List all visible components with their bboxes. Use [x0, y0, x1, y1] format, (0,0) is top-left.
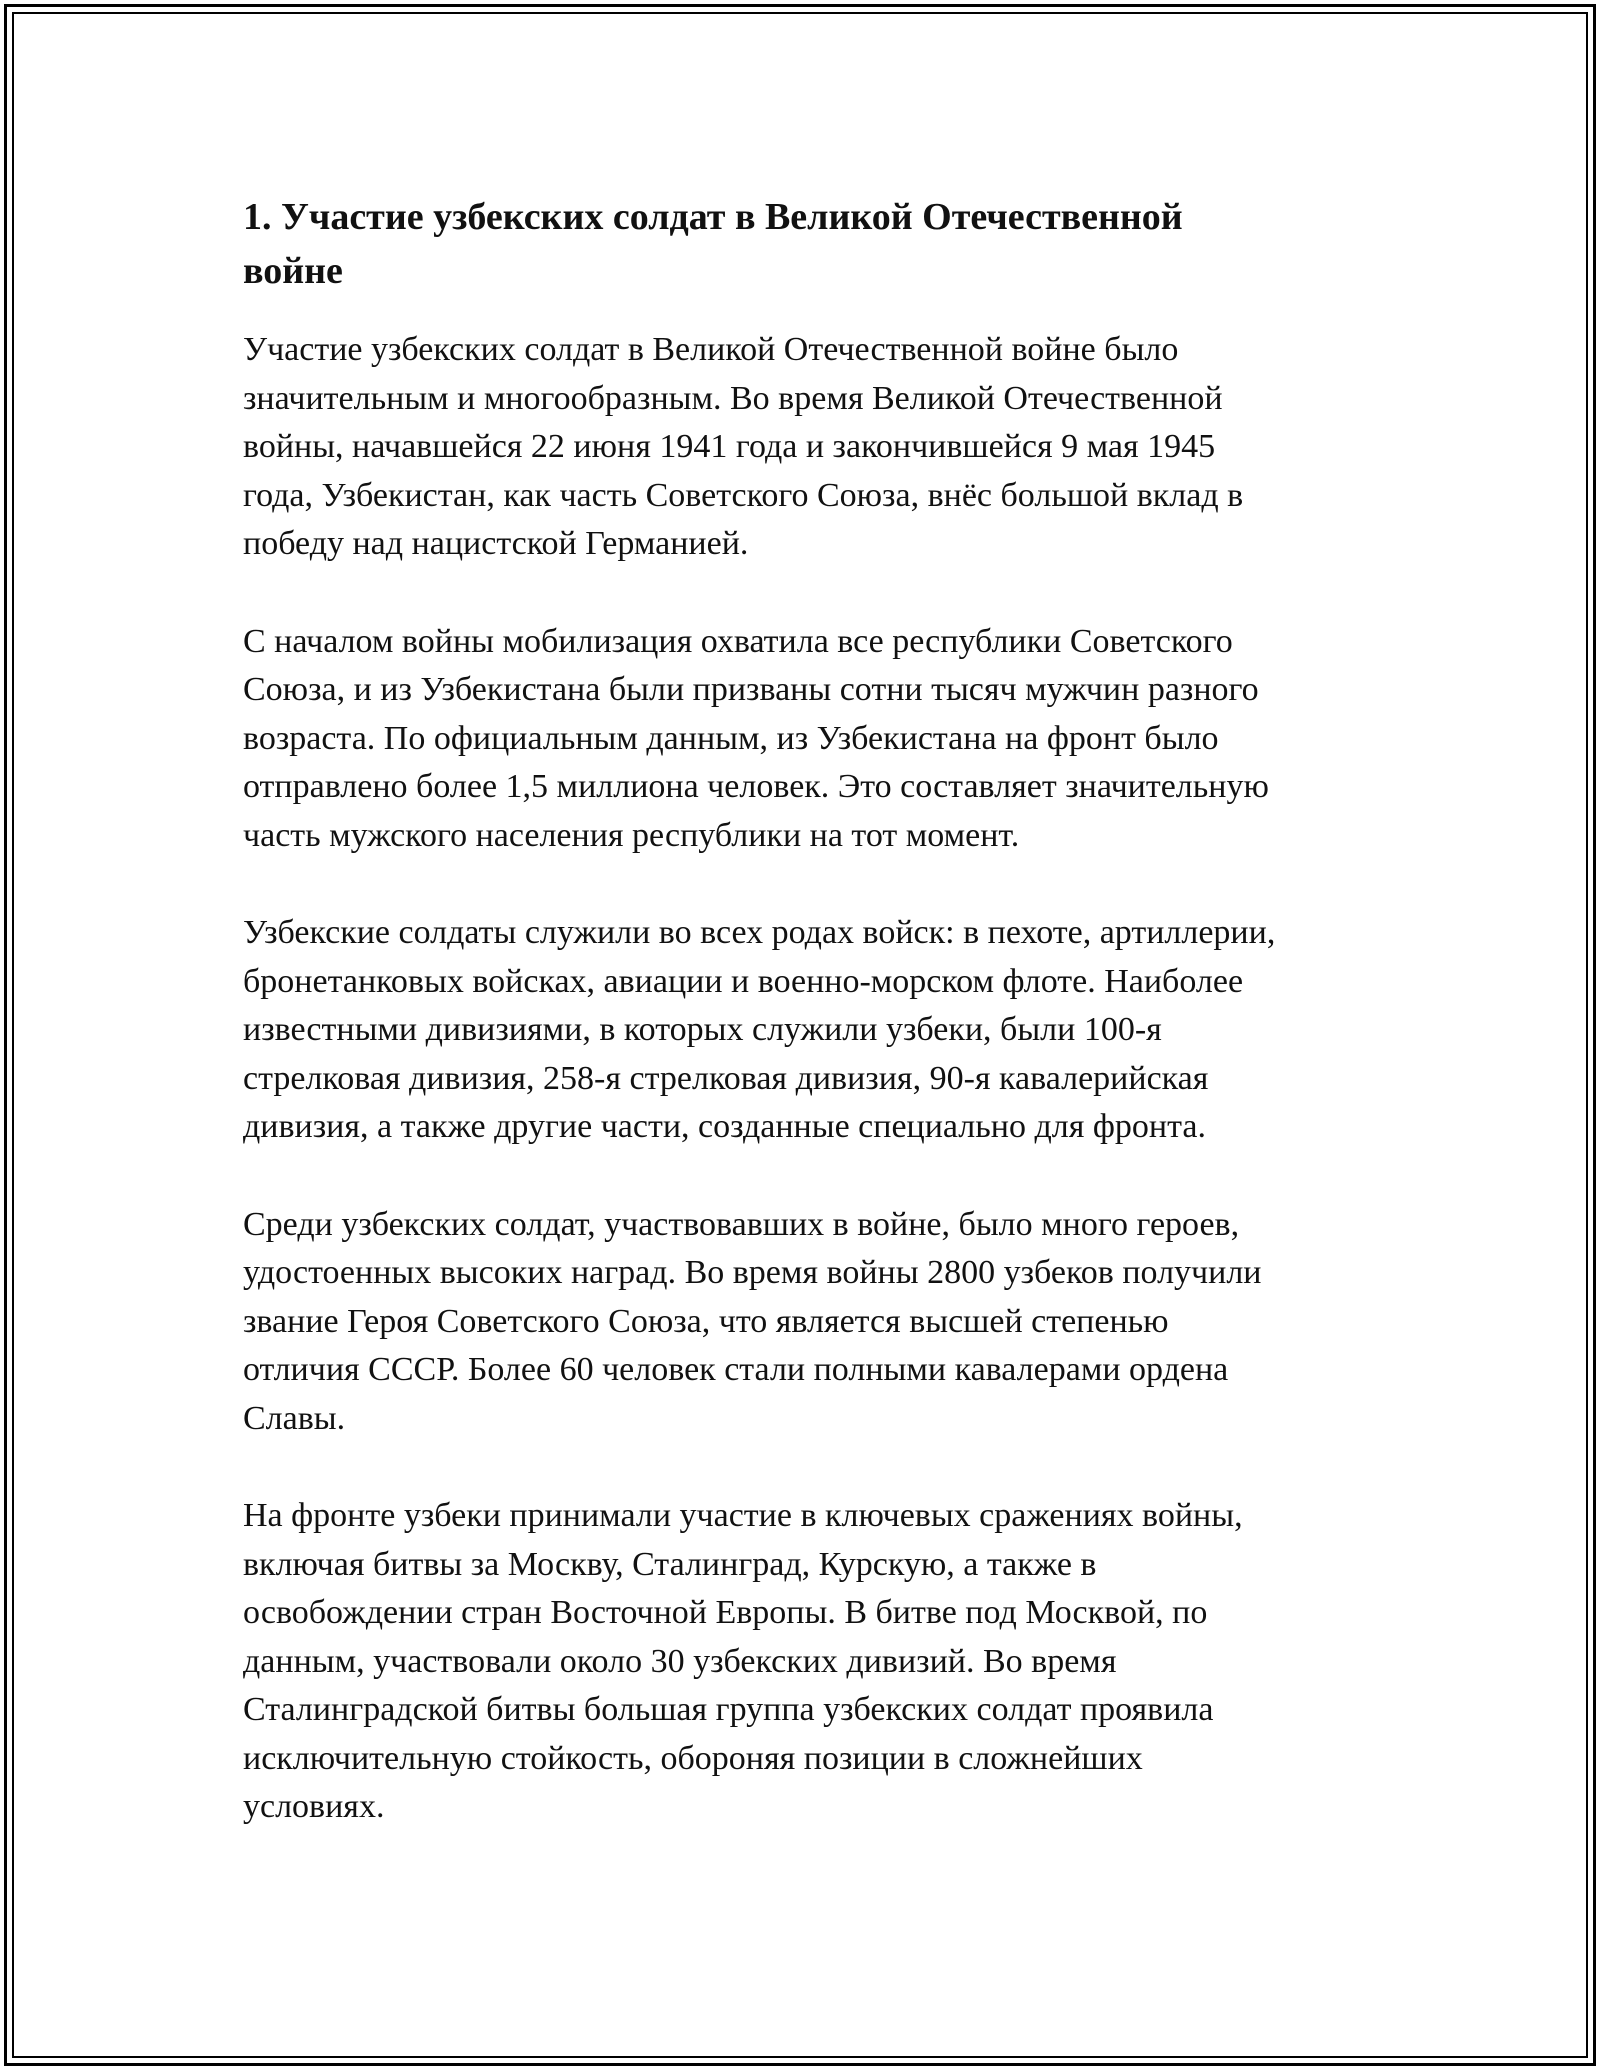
- paragraph-battles: [243, 1492, 1373, 1832]
- text-line: освобождении стран Восточной Европы. В битве под Москвой, по: [243, 1594, 1208, 1631]
- text-line: бронетанковых войсках, авиации и военно-морском флоте. Наиболее: [243, 962, 1244, 1000]
- text-line: известными дивизиями, в которых служили узбеки, были 100-я: [243, 1011, 1162, 1048]
- paragraph-service-branches: [243, 909, 1373, 1152]
- text-line: данным, участвовали около 30 узбекских дивизий. Во время: [243, 1642, 1117, 1680]
- paragraph-intro: [243, 326, 1373, 569]
- paragraph-heroes: [243, 1201, 1373, 1444]
- text-line: возраста. По официальным данным, из Узбекистана на фронт было: [243, 719, 1219, 757]
- text-line: дивизия, а также другие части, созданные специально для фронта.: [243, 1108, 1206, 1145]
- heading-line: 1. Участие узбекских солдат в Великой Отечественной: [243, 196, 1183, 238]
- section-heading: [243, 190, 1373, 298]
- text-line: На фронте узбеки принимали участие в ключевых сражениях войны,: [243, 1497, 1243, 1534]
- heading-line: войне: [243, 250, 343, 292]
- text-line: года, Узбекистан, как часть Советского Союза, внёс большой вклад в: [243, 476, 1244, 514]
- paragraph-mobilization: [243, 618, 1373, 861]
- text-line: С началом войны мобилизация охватила все республики Советского: [243, 622, 1233, 660]
- text-line: Среди узбекских солдат, участвовавших в войне, было много героев,: [243, 1205, 1240, 1243]
- text-line: отличия СССР. Более 60 человек стали полными кавалерами ордена: [243, 1351, 1229, 1388]
- text-line: отправлено более 1,5 миллиона человек. Это составляет значительную: [243, 768, 1269, 805]
- text-line: победу над нацистской Германией.: [243, 525, 749, 562]
- text-line: войны, начавшейся 22 июня 1941 года и закончившейся 9 мая 1945: [243, 428, 1216, 465]
- text-line: Сталинградской битвы большая группа узбекских солдат проявила: [243, 1691, 1214, 1728]
- document-body: [243, 190, 1393, 1881]
- page-frame: [4, 4, 1596, 2066]
- text-line: звание Героя Советского Союза, что является высшей степенью: [243, 1302, 1169, 1340]
- text-line: значительным и многообразным. Во время Великой Отечественной: [243, 379, 1223, 417]
- text-line: условиях.: [243, 1788, 385, 1825]
- text-line: Славы.: [243, 1399, 346, 1437]
- text-line: Узбекские солдаты служили во всех родах войск: в пехоте, артиллерии,: [243, 914, 1276, 951]
- text-line: удостоенных высоких наград. Во время войны 2800 узбеков получили: [243, 1254, 1262, 1291]
- text-line: Союза, и из Узбекистана были призваны сотни тысяч мужчин разного: [243, 671, 1259, 708]
- text-line: исключительную стойкость, обороняя позиции в сложнейших: [243, 1739, 1143, 1777]
- text-line: Участие узбекских солдат в Великой Отечественной войне было: [243, 331, 1179, 368]
- text-line: стрелковая дивизия, 258-я стрелковая дивизия, 90-я кавалерийская: [243, 1059, 1209, 1097]
- text-line: часть мужского населения республики на тот момент.: [243, 816, 1020, 854]
- text-line: включая битвы за Москву, Сталинград, Курскую, а также в: [243, 1545, 1097, 1583]
